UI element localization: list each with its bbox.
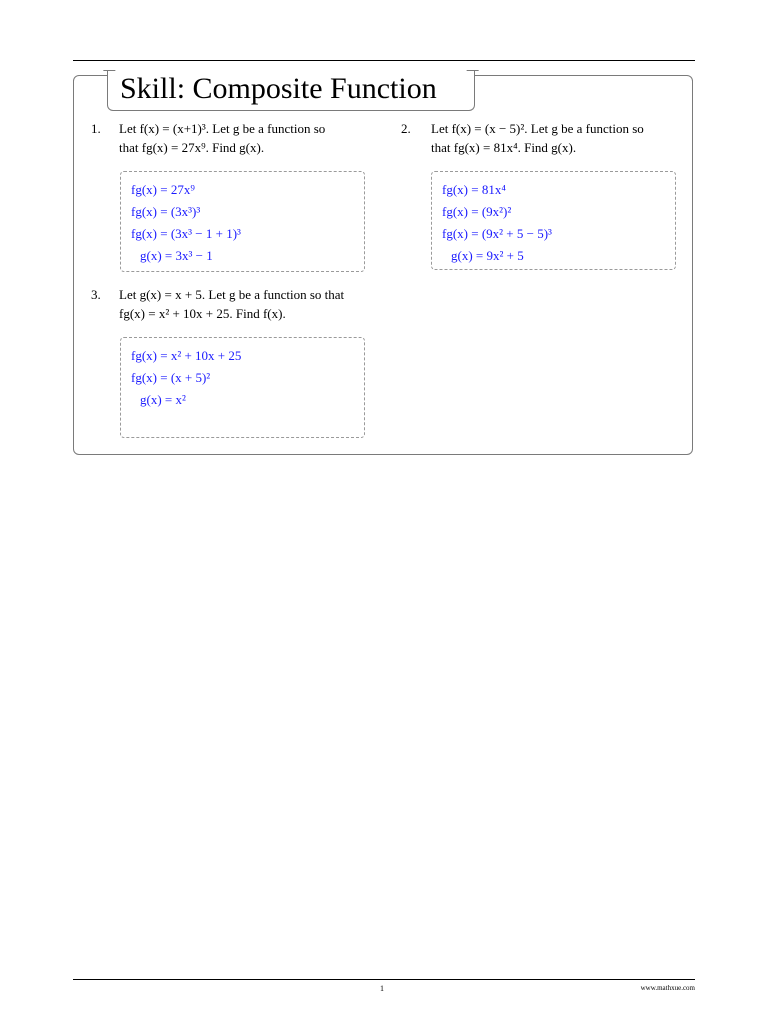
solution-line: fg(x) = (9x²)² xyxy=(442,204,512,219)
question-number: 3. xyxy=(91,287,101,302)
question-text xyxy=(119,285,344,323)
solution-line: fg(x) = x² + 10x + 25 xyxy=(131,348,242,363)
page-title: Skill: Composite Function xyxy=(120,72,437,105)
footer-website: www.mathxue.com xyxy=(640,984,695,992)
footer-rule xyxy=(73,979,695,980)
question-number: 2. xyxy=(401,121,411,136)
solution-box-3 xyxy=(120,337,365,438)
solution-line: g(x) = x² xyxy=(140,392,186,407)
question-line: Let g(x) = x + 5. Let g be a function so that xyxy=(119,287,345,302)
question-line: that fg(x) = 81x⁴. Find g(x). xyxy=(431,140,577,155)
question-text xyxy=(431,119,644,157)
solution-line: fg(x) = 81x⁴ xyxy=(442,182,506,197)
solution-line: fg(x) = 27x⁹ xyxy=(131,182,195,197)
solution-line: fg(x) = (9x² + 5 − 5)³ xyxy=(442,226,552,241)
solution-line: fg(x) = (3x³ − 1 + 1)³ xyxy=(131,226,241,241)
solution-box-2 xyxy=(431,171,676,270)
question-text xyxy=(119,119,325,157)
solution-line: fg(x) = (x + 5)² xyxy=(131,370,211,385)
solution-line: g(x) = 9x² + 5 xyxy=(451,248,524,263)
solution-line: fg(x) = (3x³)³ xyxy=(131,204,201,219)
question-number: 1. xyxy=(91,121,101,136)
question-line: Let f(x) = (x+1)³. Let g be a function so xyxy=(119,121,326,136)
question-line: Let f(x) = (x − 5)². Let g be a function so xyxy=(431,121,644,136)
question-line: fg(x) = x² + 10x + 25. Find f(x). xyxy=(119,306,286,321)
solution-box-1 xyxy=(120,171,365,272)
question-line: that fg(x) = 27x⁹. Find g(x). xyxy=(119,140,265,155)
solution-line: g(x) = 3x³ − 1 xyxy=(140,248,213,263)
header-rule xyxy=(73,60,695,61)
page-number: 1 xyxy=(380,984,384,993)
